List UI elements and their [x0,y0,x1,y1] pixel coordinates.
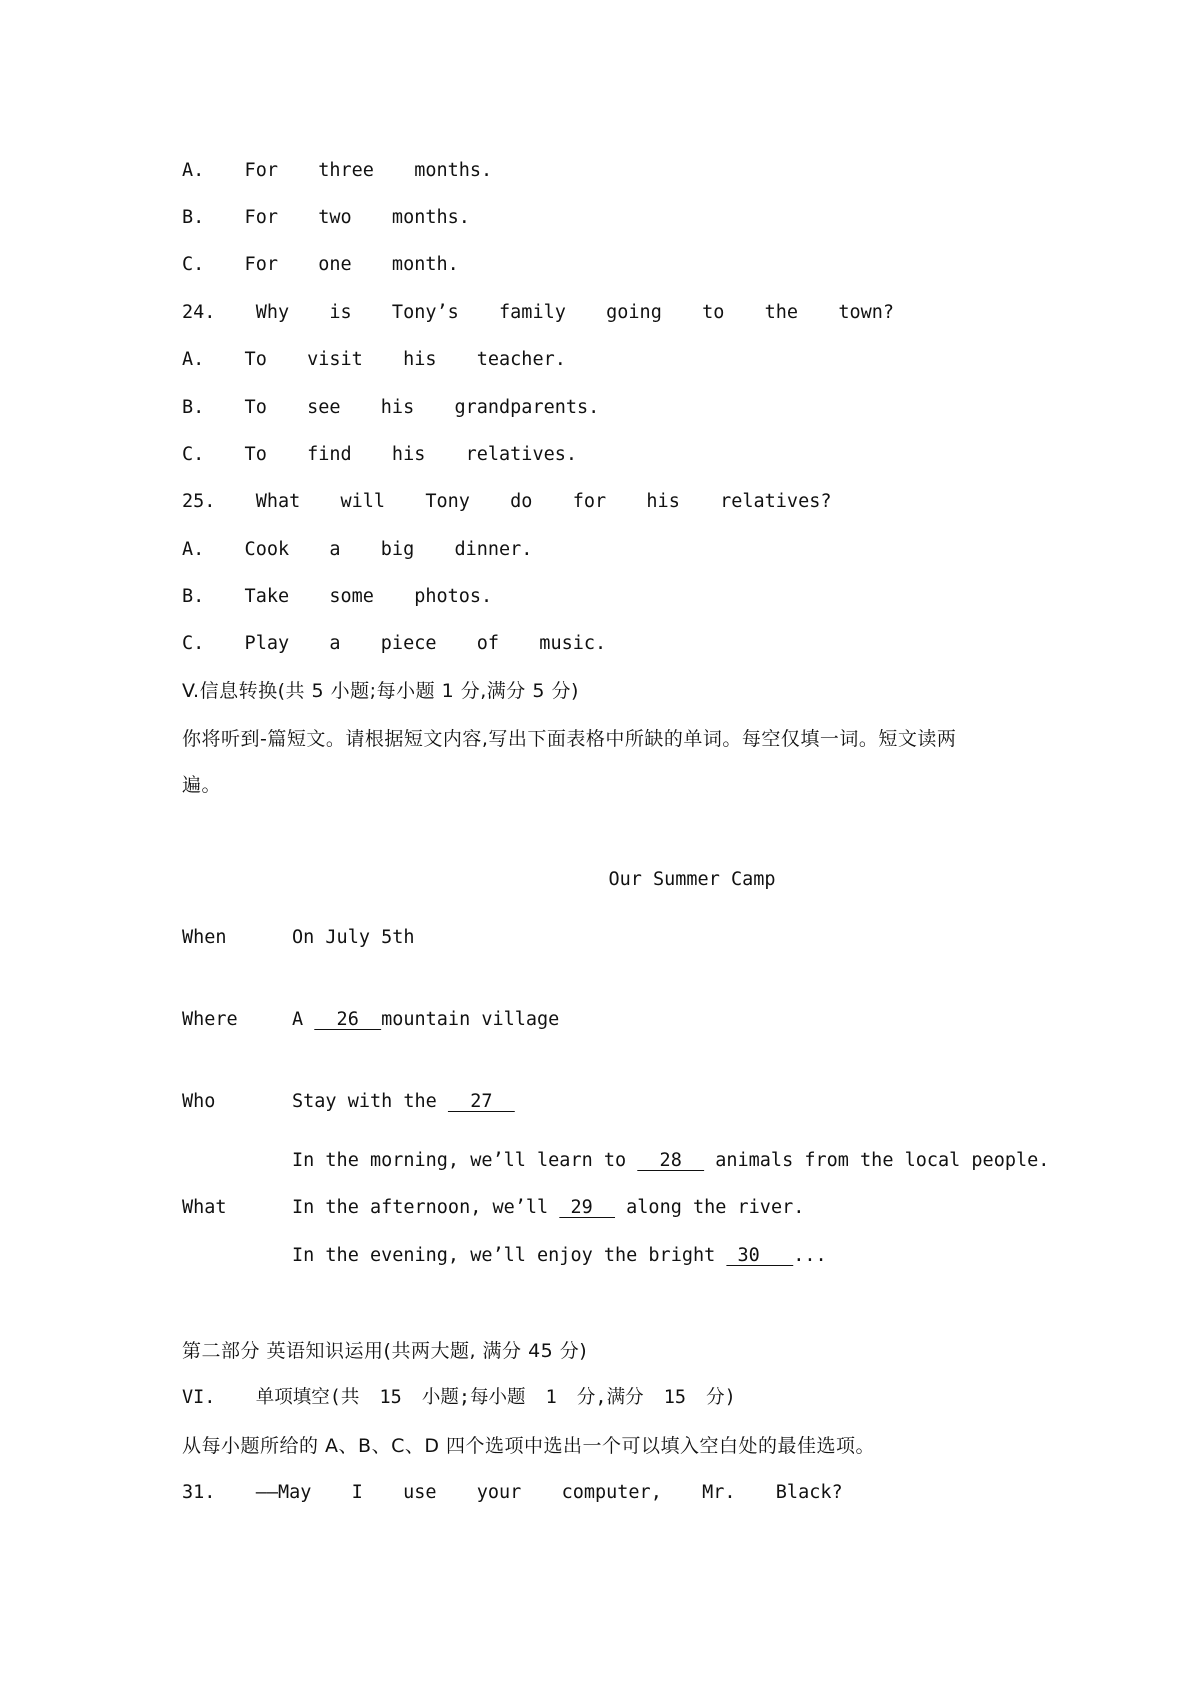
blank-30[interactable]: 30 [726,1245,794,1266]
what-line1-prefix: In the morning, we’ll learn to [292,1150,638,1171]
blank-29[interactable]: 29 [559,1197,616,1218]
q24-option-a: A. To visit his teacher. [182,349,566,370]
what-line-morning [292,1148,1049,1174]
q25-question: 25. What will Tony do for his relatives? [182,491,832,512]
section5-heading: V.信息转换(共 5 小题;每小题 1 分,满分 5 分) [182,680,579,702]
what-line1-suffix: animals from the local people. [704,1150,1050,1171]
q25-option-c: C. Play a piece of music. [182,633,607,654]
q24-option-c: C. To find his relatives. [182,444,578,465]
section6-heading: VI. 单项填空(共 15 小题;每小题 1 分,满分 15 分) [182,1387,736,1408]
where-suffix: mountain village [381,1009,560,1030]
q24-question: 24. Why is Tony’s family going to the town? [182,302,895,323]
when-value: On July 5th [292,927,415,948]
when-label: When [182,927,227,948]
blank-27[interactable]: 27 [447,1091,515,1112]
what-line-evening [292,1243,827,1269]
blank-28[interactable]: 28 [637,1150,705,1171]
q23-option-c: C. For one month. [182,254,459,275]
where-prefix: A [292,1009,315,1030]
what-line2-suffix: along the river. [615,1197,805,1218]
what-line3-prefix: In the evening, we’ll enjoy the bright [292,1245,727,1266]
blank-26[interactable]: 26 [314,1009,382,1030]
q31-question: 31. ——May I use your computer, Mr. Black? [182,1482,843,1503]
section5-instruction-line2: 遍。 [182,774,222,796]
table-row-where [182,1007,559,1033]
q24-option-b: B. To see his grandparents. [182,397,600,418]
q23-option-b: B. For two months. [182,207,470,228]
section5-instruction-line1: 你将听到-篇短文。请根据短文内容,写出下面表格中所缺的单词。每空仅填一词。短文读两 [182,728,957,750]
table-title: Our Summer Camp [608,869,776,890]
part2-heading: 第二部分 英语知识运用(共两大题, 满分 45 分) [182,1340,588,1362]
what-line-afternoon [292,1195,804,1221]
section6-instruction: 从每小题所给的 A、B、C、D 四个选项中选出一个可以填入空白处的最佳选项。 [182,1435,876,1457]
what-line3-suffix: ... [793,1245,827,1266]
who-prefix: Stay with the [292,1091,448,1112]
who-label: Who [182,1091,216,1112]
table-row-who [182,1089,515,1115]
q23-option-a: A. For three months. [182,160,493,181]
what-line2-prefix: In the afternoon, we’ll [292,1197,560,1218]
where-label: Where [182,1009,238,1030]
what-label: What [182,1197,227,1218]
q25-option-a: A. Cook a big dinner. [182,539,533,560]
q25-option-b: B. Take some photos. [182,586,493,607]
table-row-when [182,925,415,951]
what-label-row [182,1195,292,1221]
